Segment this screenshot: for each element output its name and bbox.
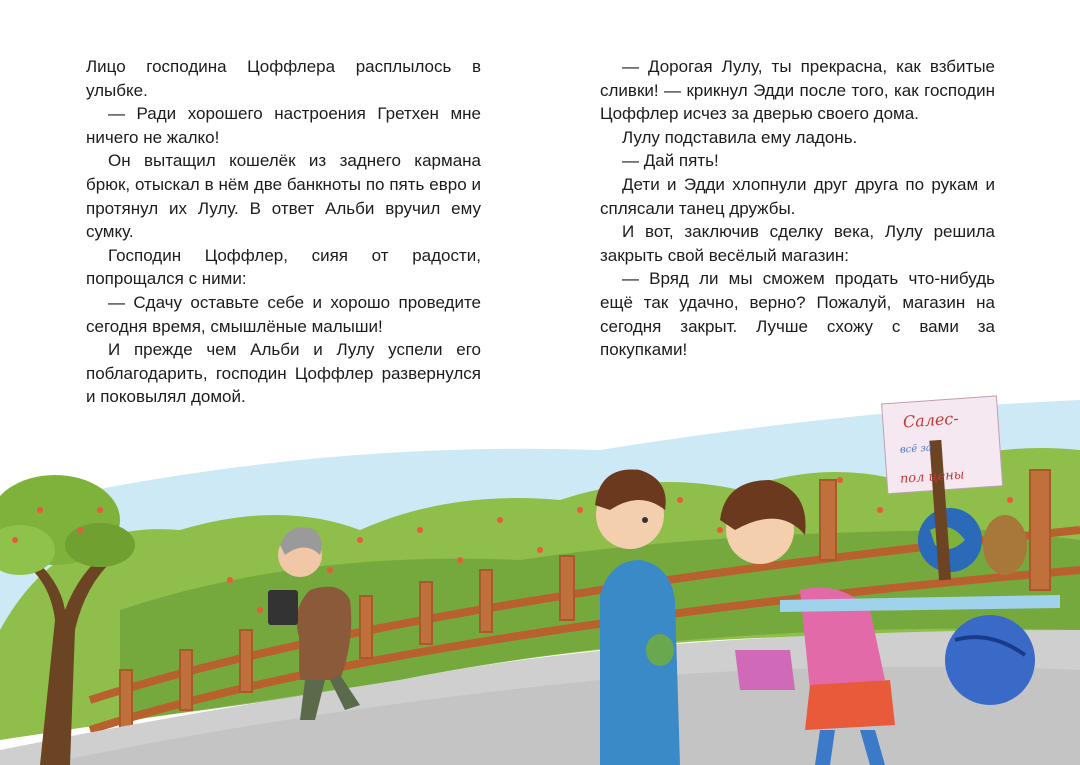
paragraph: И прежде чем Альби и Лулу успели его поблагодарить, господин Цоффлер развернулся и поковылял домой. <box>86 340 481 407</box>
street-illustration <box>0 380 1080 765</box>
paragraph: — Вряд ли мы сможем продать что-нибудь ещё так удачно, верно? Пожалуй, магазин на сегодня закрыт. Лучше схожу с вами за покупками! <box>600 269 995 360</box>
right-text-column <box>600 55 995 362</box>
sign-line-1: Салес- <box>902 408 960 432</box>
sign-line-2: всё за <box>899 442 933 456</box>
illustration-svg <box>0 380 1080 765</box>
paragraph: — Сдачу оставьте себе и хорошо проведите сегодня время, смышлёные малыши! <box>86 292 481 336</box>
paragraph: — Дорогая Лулу, ты прекрасна, как взбитые сливки! — крикнул Эдди после того, как господин Цоффлер исчез за дверью своего дома. <box>600 57 995 124</box>
paragraph: Дети и Эдди хлопнули друг друга по рукам и сплясали танец дружбы. <box>600 174 995 218</box>
paragraph: — Ради хорошего настроения Гретхен мне ничего не жалко! <box>86 104 481 147</box>
paragraph: Лицо господина Цоффлера расплылось в улыбке. <box>86 57 481 100</box>
paragraph: И вот, заключив сделку века, Лулу решила закрыть свой весёлый магазин: <box>600 222 995 265</box>
paragraph: Он вытащил кошелёк из заднего кармана брюк, отыскал в нём две банкноты по пять евро и протянул их Лулу. В ответ Альби вручил ему сумку. <box>86 151 481 242</box>
paragraph: Лулу подставила ему ладонь. <box>622 127 858 147</box>
sign-line-3: пол цены <box>899 467 965 487</box>
left-text-column <box>86 55 481 409</box>
paragraph: — Дай пять! <box>622 151 719 171</box>
paragraph: Господин Цоффлер, сияя от радости, попрощался с ними: <box>86 245 481 289</box>
